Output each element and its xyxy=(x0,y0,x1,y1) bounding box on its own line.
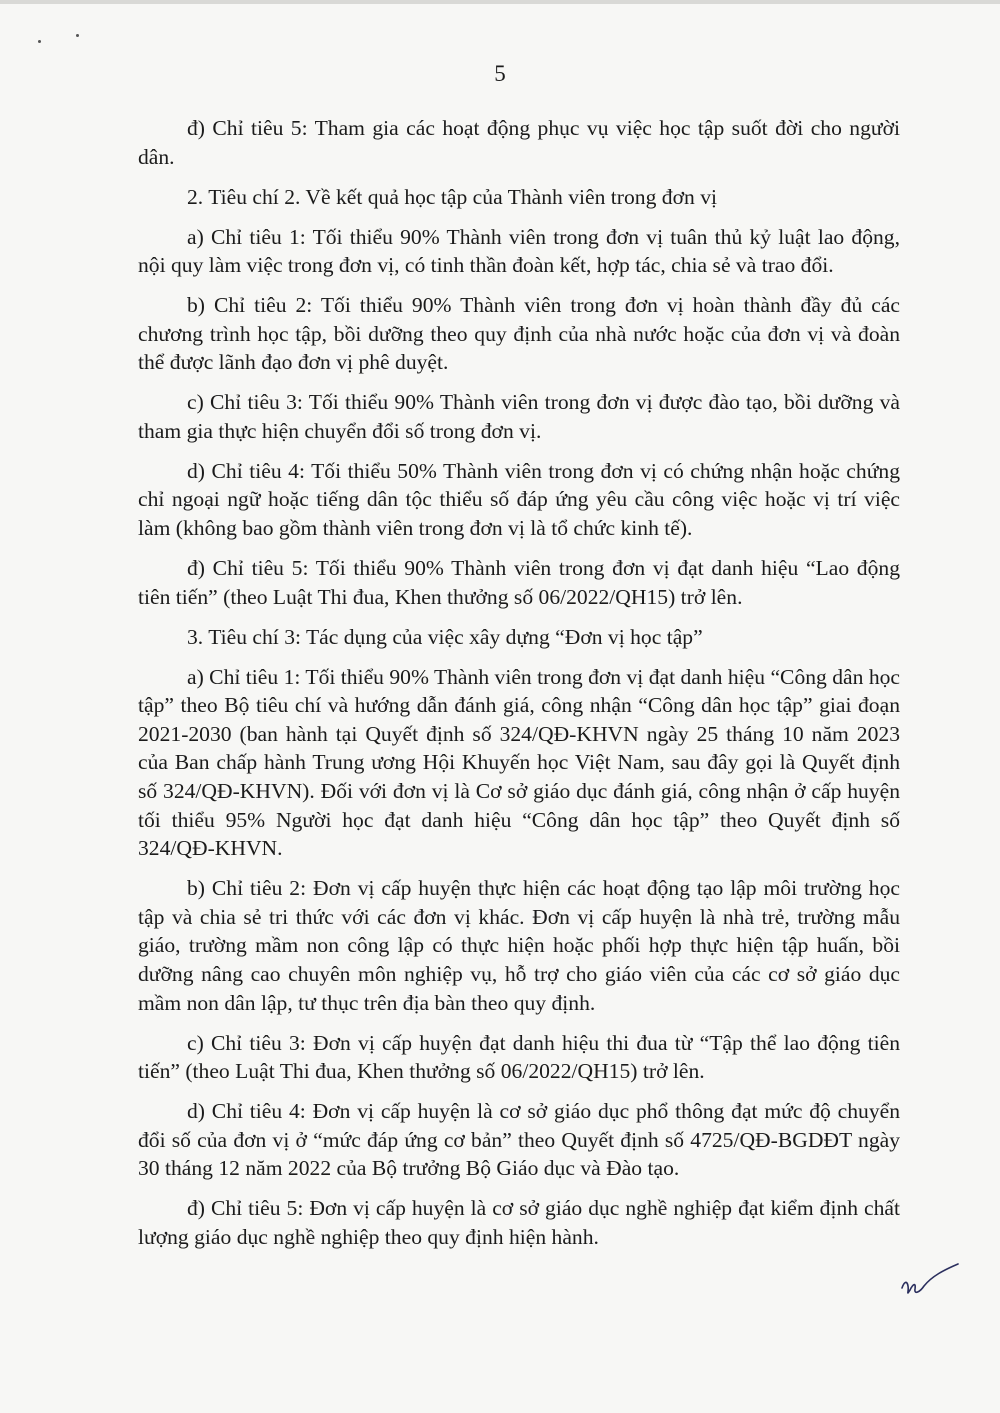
paragraph-criterion-2-indicator-2: b) Chỉ tiêu 2: Tối thiểu 90% Thành viên trong đơn vị hoàn thành đầy đủ các chương trình học tập, bồi dưỡng theo quy định của nhà nước hoặc của đơn vị và đoàn thể được lãnh đạo đơn vị phê duyệt. xyxy=(138,293,900,375)
paragraph-criterion-1-indicator-5: đ) Chỉ tiêu 5: Tham gia các hoạt động phục vụ việc học tập suốt đời cho người dân. xyxy=(138,116,900,169)
initials-signature xyxy=(898,1262,962,1306)
paragraph-criterion-2-indicator-4: d) Chỉ tiêu 4: Tối thiểu 50% Thành viên trong đơn vị có chứng nhận hoặc chứng chỉ ngoại ngữ hoặc tiếng dân tộc thiểu số đáp ứng yêu cầu công việc hoặc vị trí việc làm (không bao gồm thành viên trong đơn vị là tổ chức kinh tế). xyxy=(138,458,900,541)
heading-criterion-2: 2. Tiêu chí 2. Về kết quả học tập của Thành viên trong đơn vị xyxy=(187,184,717,209)
paragraph-criterion-2-indicator-3: c) Chỉ tiêu 3: Tối thiểu 90% Thành viên trong đơn vị được đào tạo, bồi dưỡng và tham gia thực hiện chuyển đổi số trong đơn vị. xyxy=(138,390,900,443)
scan-edge xyxy=(0,0,1000,4)
scan-speck xyxy=(76,34,79,37)
heading-criterion-3: 3. Tiêu chí 3: Tác dụng của việc xây dựng “Đơn vị học tập” xyxy=(187,624,703,649)
paragraph-criterion-3-indicator-5: đ) Chỉ tiêu 5: Đơn vị cấp huyện là cơ sở giáo dục nghề nghiệp đạt kiểm định chất lượng giáo dục nghề nghiệp theo quy định hiện hành. xyxy=(138,1196,900,1249)
paragraph-criterion-3-indicator-4: d) Chỉ tiêu 4: Đơn vị cấp huyện là cơ sở giáo dục phổ thông đạt mức độ chuyển đổi số của đơn vị ở “mức đáp ứng cơ bản” theo Quyết định số 4725/QĐ-BGDĐT ngày 30 tháng 12 năm 2022 của Bộ trưởng Bộ Giáo dục và Đào tạo. xyxy=(138,1099,900,1181)
paragraph-criterion-3-indicator-2: b) Chỉ tiêu 2: Đơn vị cấp huyện thực hiện các hoạt động tạo lập môi trường học tập và chia sẻ tri thức với các đơn vị khác. Đơn vị cấp huyện là nhà trẻ, trường mẫu giáo, trường mầm non công lập có thực hiện hoặc phối hợp thực hiện tập huấn, bồi dưỡng nâng cao chuyên môn nghiệp vụ, hỗ trợ cho giáo viên của các cơ sở giáo dục mầm non dân lập, tư thục trên địa bàn theo quy định. xyxy=(138,876,900,1015)
paragraph-criterion-2-indicator-5: đ) Chỉ tiêu 5: Tối thiểu 90% Thành viên trong đơn vị đạt danh hiệu “Lao động tiên tiến” (theo Luật Thi đua, Khen thưởng số 06/2022/QH15) trở lên. xyxy=(138,556,900,609)
paragraph-criterion-3-indicator-3: c) Chỉ tiêu 3: Đơn vị cấp huyện đạt danh hiệu thi đua từ “Tập thể lao động tiên tiến” (theo Luật Thi đua, Khen thưởng số 06/2022/QH15) trở lên. xyxy=(138,1030,900,1084)
paragraph-criterion-3-indicator-1: a) Chỉ tiêu 1: Tối thiểu 90% Thành viên trong đơn vị đạt danh hiệu “Công dân học tập” theo Bộ tiêu chí và hướng dẫn đánh giá, công nhận “Công dân học tập” giai đoạn 2021-2030 (ban hành tại Quyết định số 324/QĐ-KHVN ngày 25 tháng 10 năm 2023 của Ban chấp hành Trung ương Hội Khuyến học Việt Nam, sau đây gọi là Quyết định số 324/QĐ-KHVN). Đối với đơn vị là Cơ sở giáo dục đánh giá, công nhận ở cấp huyện tối thiểu 95% Người học đạt danh hiệu “Công dân học tập” theo Quyết định số 324/QĐ-KHVN. xyxy=(138,664,900,861)
scan-speck xyxy=(38,40,41,43)
page-number: 5 xyxy=(494,61,506,86)
paragraph-criterion-2-indicator-1: a) Chỉ tiêu 1: Tối thiểu 90% Thành viên trong đơn vị tuân thủ kỷ luật lao động, nội quy làm việc trong đơn vị, có tinh thần đoàn kết, hợp tác, chia sẻ và trao đổi. xyxy=(138,224,900,278)
document-body xyxy=(138,114,900,1263)
